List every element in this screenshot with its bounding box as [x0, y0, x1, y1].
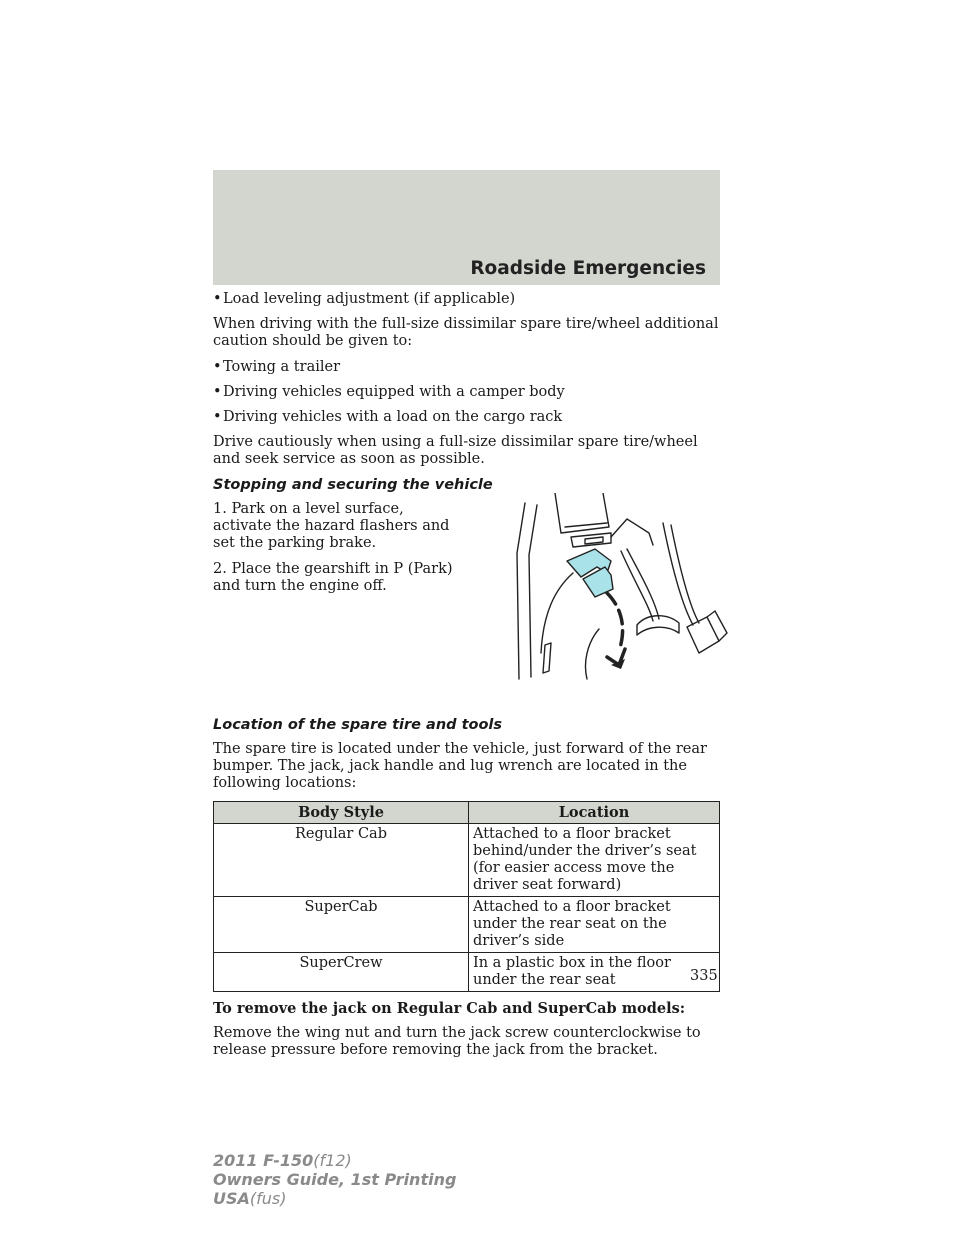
- footer-line-printing: Owners Guide, 1st Printing: [213, 1170, 457, 1189]
- bullet-towing: •Towing a trailer: [213, 359, 340, 375]
- step-2: 2. Place the gearshift in P (Park) and turn the engine off.: [213, 561, 453, 594]
- column-header-body-style: Body Style: [214, 802, 469, 824]
- table-row: [214, 897, 720, 953]
- step-1: 1. Park on a level surface, activate the hazard flashers and set the parking brake.: [213, 501, 450, 551]
- caution-paragraph: When driving with the full-size dissimilar spare tire/wheel additional caution should be given to:: [213, 316, 719, 349]
- stopping-steps: [213, 501, 463, 595]
- table-header-row: [214, 802, 720, 824]
- stopping-heading: Stopping and securing the vehicle: [213, 477, 493, 493]
- bullet-load-leveling: •Load leveling adjustment (if applicable): [213, 291, 516, 307]
- bullet-dot: •: [213, 384, 222, 400]
- body-style-cell: Regular Cab: [214, 824, 469, 897]
- footer-line-region: USA(fus): [213, 1189, 287, 1208]
- bullet-dot: •: [213, 409, 222, 425]
- tool-locations-table: [213, 801, 720, 992]
- column-header-location: Location: [469, 802, 720, 824]
- parking-brake-pedal-release-illustration-icon: [503, 493, 731, 681]
- page-content: [213, 291, 723, 1068]
- location-cell: Attached to a floor bracket behind/under the driver’s seat (for easier access move the driver seat forward): [469, 824, 720, 897]
- footer-line-model: 2011 F-150(f12): [213, 1151, 352, 1170]
- stopping-section: [213, 501, 723, 689]
- section-title: Roadside Emergencies: [470, 258, 706, 279]
- body-style-cell: SuperCab: [214, 897, 469, 953]
- spare-heading: Location of the spare tire and tools: [213, 717, 503, 733]
- bullet-camper: •Driving vehicles equipped with a camper body: [213, 384, 565, 400]
- bullet-dot: •: [213, 291, 222, 307]
- section-header-band: [213, 170, 720, 285]
- spare-paragraph: The spare tire is located under the vehicle, just forward of the rear bumper. The jack, jack handle and lug wrench are located in the following locations:: [213, 741, 707, 791]
- jack-removal-paragraph: Remove the wing nut and turn the jack screw counterclockwise to release pressure before removing the jack from the bracket.: [213, 1025, 701, 1058]
- location-cell: In a plastic box in the floor under the rear seat: [469, 953, 720, 992]
- drive-cautiously-paragraph: Drive cautiously when using a full-size dissimilar spare tire/wheel and seek service as soon as possible.: [213, 434, 698, 467]
- jack-removal-heading: To remove the jack on Regular Cab and SuperCab models:: [213, 1000, 686, 1017]
- document-footer: [213, 1151, 456, 1208]
- table-row: [214, 953, 720, 992]
- location-cell: Attached to a floor bracket under the rear seat on the driver’s side: [469, 897, 720, 953]
- table-row: [214, 824, 720, 897]
- body-style-cell: SuperCrew: [214, 953, 469, 992]
- page-number: 335: [690, 968, 718, 984]
- bullet-cargo-rack: •Driving vehicles with a load on the cargo rack: [213, 409, 563, 425]
- bullet-dot: •: [213, 359, 222, 375]
